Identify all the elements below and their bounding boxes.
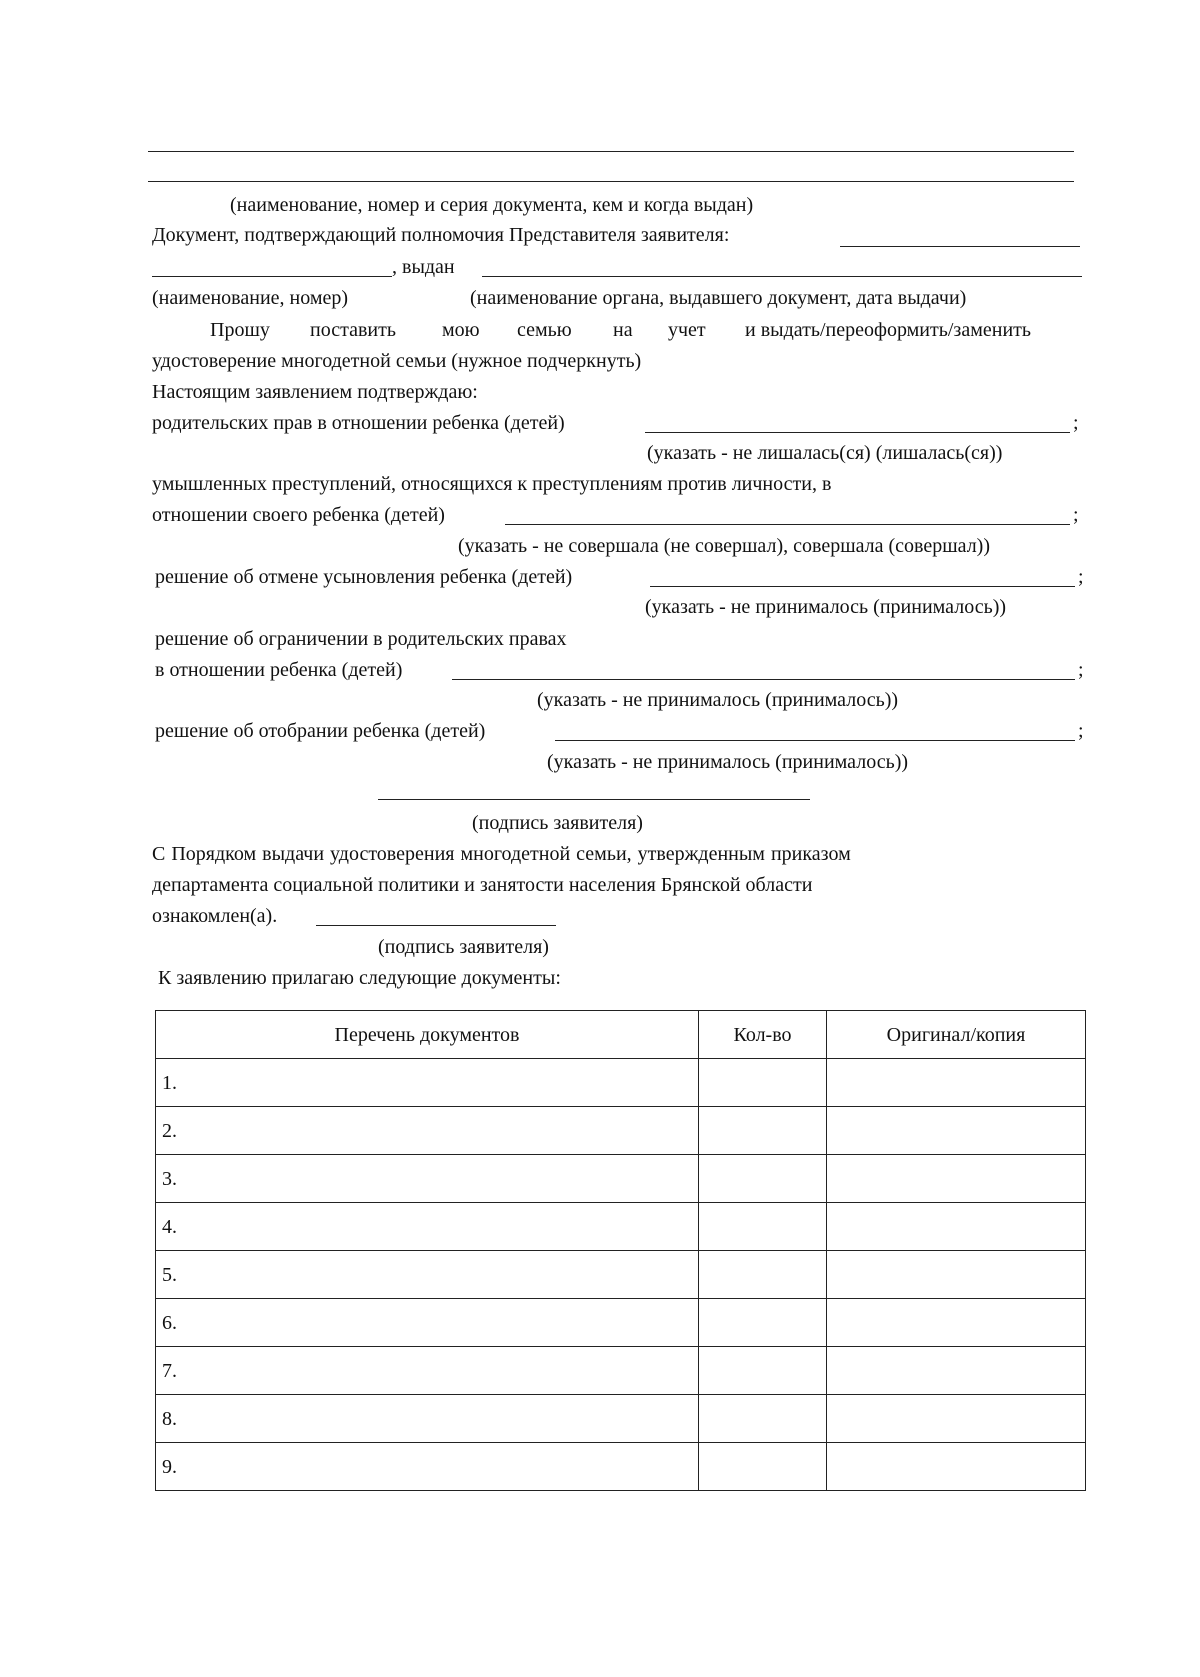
request-word-2: поставить [310, 319, 396, 341]
parental-rights-field[interactable] [645, 432, 1070, 433]
attach-intro: К заявлению прилагаю следующие документы: [158, 967, 561, 989]
signature-caption-1: (подпись заявителя) [472, 812, 643, 834]
confirm-intro: Настоящим заявлением подтверждаю: [152, 381, 478, 403]
request-word-3: мою [442, 319, 480, 341]
removal-field[interactable] [555, 740, 1075, 741]
acknowledgement-signature-field[interactable] [316, 925, 556, 926]
request-line-2: удостоверение многодетной семьи (нужное подчеркнуть) [152, 350, 642, 372]
table-row [156, 1155, 1086, 1203]
quantity-cell[interactable] [699, 1347, 827, 1395]
header-quantity: Кол-во [699, 1011, 827, 1059]
semicolon-4: ; [1078, 659, 1084, 681]
original-copy-cell[interactable] [827, 1251, 1086, 1299]
request-word-6: учет [668, 319, 706, 341]
table-row [156, 1059, 1086, 1107]
procedure-line-3: ознакомлен(а). [152, 905, 278, 927]
table-header-row [156, 1011, 1086, 1059]
row-number[interactable]: 9. [156, 1443, 699, 1491]
request-word-4: семью [517, 319, 572, 341]
restriction-line-2-label: в отношении ребенка (детей) [155, 659, 403, 681]
quantity-cell[interactable] [699, 1443, 827, 1491]
quantity-cell[interactable] [699, 1155, 827, 1203]
quantity-cell[interactable] [699, 1395, 827, 1443]
crimes-hint: (указать - не совершала (не совершал), совершала (совершал)) [458, 535, 991, 557]
adoption-field[interactable] [650, 586, 1075, 587]
table-row [156, 1299, 1086, 1347]
table-row [156, 1251, 1086, 1299]
semicolon-1: ; [1073, 412, 1079, 434]
row-number[interactable]: 3. [156, 1155, 699, 1203]
issued-label: , выдан [392, 256, 455, 278]
restriction-hint: (указать - не принималось (принималось)) [537, 689, 899, 711]
original-copy-cell[interactable] [827, 1155, 1086, 1203]
row-number[interactable]: 5. [156, 1251, 699, 1299]
table-row [156, 1395, 1086, 1443]
quantity-cell[interactable] [699, 1299, 827, 1347]
removal-label: решение об отобрании ребенка (детей) [155, 720, 486, 742]
blank-line-2[interactable] [148, 181, 1074, 182]
row-number[interactable]: 4. [156, 1203, 699, 1251]
request-word-1: Прошу [210, 319, 270, 341]
row-number[interactable]: 8. [156, 1395, 699, 1443]
caption-issuer: (наименование органа, выдавшего документ, дата выдачи) [470, 287, 967, 309]
crimes-field[interactable] [505, 524, 1070, 525]
table-row [156, 1203, 1086, 1251]
row-number[interactable]: 7. [156, 1347, 699, 1395]
row-number[interactable]: 2. [156, 1107, 699, 1155]
procedure-line-2: департамента социальной политики и занятости населения Брянской области [152, 874, 813, 896]
restriction-line-1: решение об ограничении в родительских правах [155, 628, 567, 650]
original-copy-cell[interactable] [827, 1443, 1086, 1491]
quantity-cell[interactable] [699, 1107, 827, 1155]
parental-rights-label: родительских прав в отношении ребенка (детей) [152, 412, 565, 434]
header-document-list: Перечень документов [156, 1011, 699, 1059]
request-word-5: на [613, 319, 633, 341]
original-copy-cell[interactable] [827, 1059, 1086, 1107]
header-original-copy: Оригинал/копия [827, 1011, 1086, 1059]
adoption-hint: (указать - не принималось (принималось)) [645, 596, 1007, 618]
documents-table [155, 1010, 1086, 1491]
caption-name-number: (наименование, номер) [152, 287, 349, 309]
original-copy-cell[interactable] [827, 1395, 1086, 1443]
doc-name-field[interactable] [152, 276, 392, 277]
signature-field-1[interactable] [378, 799, 810, 800]
quantity-cell[interactable] [699, 1059, 827, 1107]
adoption-label: решение об отмене усыновления ребенка (детей) [155, 566, 573, 588]
original-copy-cell[interactable] [827, 1299, 1086, 1347]
rep-doc-label: Документ, подтверждающий полномочия Представителя заявителя: [152, 224, 730, 246]
row-number[interactable]: 1. [156, 1059, 699, 1107]
top-caption: (наименование, номер и серия документа, кем и когда выдан) [230, 194, 754, 216]
table-row [156, 1107, 1086, 1155]
quantity-cell[interactable] [699, 1203, 827, 1251]
table-row [156, 1347, 1086, 1395]
parental-rights-hint: (указать - не лишалась(ся) (лишалась(ся)) [647, 442, 1003, 464]
removal-hint: (указать - не принималось (принималось)) [547, 751, 909, 773]
semicolon-3: ; [1078, 566, 1084, 588]
row-number[interactable]: 6. [156, 1299, 699, 1347]
request-rest: и выдать/переоформить/заменить [745, 319, 1032, 341]
semicolon-2: ; [1073, 504, 1079, 526]
semicolon-5: ; [1078, 720, 1084, 742]
rep-doc-field[interactable] [840, 246, 1080, 247]
quantity-cell[interactable] [699, 1251, 827, 1299]
signature-caption-2: (подпись заявителя) [378, 936, 549, 958]
crimes-line-1: умышленных преступлений, относящихся к преступлениям против личности, в [152, 473, 832, 495]
issuer-field[interactable] [482, 276, 1082, 277]
original-copy-cell[interactable] [827, 1203, 1086, 1251]
restriction-field[interactable] [452, 679, 1075, 680]
procedure-line-1: С Порядком выдачи удостоверения многодетной семьи, утвержденным приказом [152, 843, 851, 865]
crimes-line-2-label: отношении своего ребенка (детей) [152, 504, 445, 526]
original-copy-cell[interactable] [827, 1347, 1086, 1395]
table-row [156, 1443, 1086, 1491]
blank-line-1[interactable] [148, 151, 1074, 152]
original-copy-cell[interactable] [827, 1107, 1086, 1155]
